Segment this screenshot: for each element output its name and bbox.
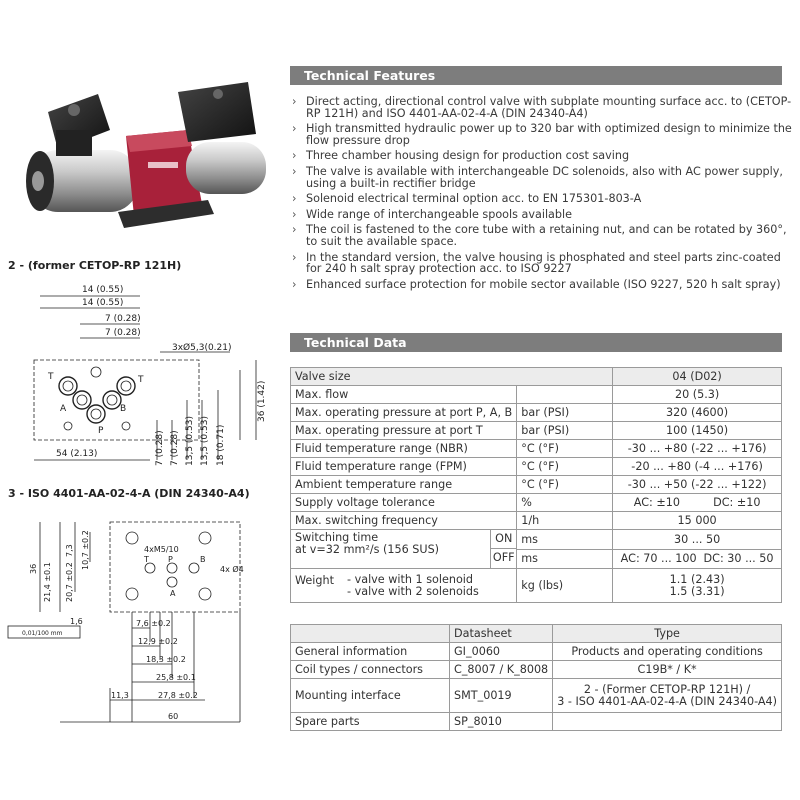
- table-row: Max. operating pressure at port T bar (PSI) 100 (1450): [291, 422, 782, 440]
- chevron-right-icon: ›: [292, 95, 297, 108]
- dim-m5: 4xM5/10: [144, 545, 179, 554]
- feature-item: › High transmitted hydraulic power up to 320 bar with optimized design to minimize the flow pressure drop: [292, 122, 792, 147]
- valve-product-photo: [18, 72, 278, 242]
- port-label-t: T: [144, 555, 149, 564]
- chevron-right-icon: ›: [292, 192, 297, 206]
- feature-item: › Enhanced surface protection for mobile sector available (ISO 9227, 520 h salt spray): [292, 277, 781, 291]
- drawing-caption-cetop: 2 - (former CETOP-RP 121H): [8, 259, 182, 272]
- col-type: Type: [553, 625, 782, 643]
- table-row: Fluid temperature range (FPM) °C (°F) -20 ... +80 (-4 ... +176): [291, 458, 782, 476]
- dim-25-8: 25,8 ±0.1: [156, 673, 196, 682]
- feature-item: › The coil is fastened to the core tube with a retaining nut, and can be rotated by 360°, to suit the available space.: [292, 223, 787, 248]
- port-label-p: P: [168, 555, 173, 564]
- table-row: Supply voltage tolerance % AC: ±10 DC: ±10: [291, 494, 782, 512]
- dim-7: 54 (2.13): [56, 449, 98, 459]
- port-label-a: A: [170, 589, 176, 598]
- chevron-right-icon: ›: [292, 122, 297, 136]
- table-row: Max. switching frequency 1/h 15 000: [291, 512, 782, 530]
- dim-7-3: 7,3: [65, 544, 74, 557]
- dim-9: 7 (0.28): [170, 430, 180, 466]
- dim-4: 7 (0.28): [105, 328, 141, 338]
- table-row: Fluid temperature range (NBR) °C (°F) -30 ... +80 (-22 ... +176): [291, 440, 782, 458]
- table-row: Ambient temperature range °C (°F) -30 ... +50 (-22 ... +122): [291, 476, 782, 494]
- chevron-right-icon: ›: [292, 149, 297, 163]
- dim-3: 7 (0.28): [105, 314, 141, 324]
- dim-18-3: 18,3 ±0.2: [146, 655, 186, 664]
- port-label-b: B: [200, 555, 206, 564]
- dim-60: 60: [168, 712, 179, 721]
- dim-20-7: 20,7 ±0.2: [65, 562, 74, 602]
- chevron-right-icon: ›: [292, 250, 297, 264]
- dim-1-6: 1,6: [70, 617, 83, 626]
- dim-27-8: 27,8 ±0.2: [158, 691, 198, 700]
- chevron-right-icon: ›: [292, 277, 297, 291]
- feature-item: › The valve is available with interchangeable DC solenoids, also with AC power supply, using a built-in rectifier bridge: [292, 164, 783, 190]
- chevron-right-icon: ›: [292, 223, 297, 237]
- table-row: Weight - valve with 1 solenoid - valve with 2 solenoids kg (lbs) 1.1 (2.43) 1.5 (3.31): [291, 569, 782, 603]
- table-row: Mounting interface SMT_0019 2 - (Former CETOP-RP 121H) / 3 - ISO 4401-AA-02-4-A (DIN 24340-A4): [291, 679, 782, 713]
- table-row: Spare parts SP_8010: [291, 713, 782, 731]
- dim-1: 14 (0.55): [82, 285, 124, 295]
- port-label-a: A: [60, 404, 67, 414]
- dim-d4: 4x Ø4: [220, 565, 244, 574]
- dim-36: 36: [29, 563, 38, 574]
- technical-data-header: Technical Data: [290, 333, 782, 352]
- dim-12: 18 (0.71): [216, 424, 226, 466]
- table-row: Coil types / connectors C_8007 / K_8008 C19B* / K*: [291, 661, 782, 679]
- features-list: [292, 96, 792, 294]
- chevron-right-icon: ›: [292, 207, 297, 221]
- iso-interface-drawing: [0, 502, 285, 734]
- dim-6: 36 (1.42): [257, 380, 267, 422]
- dim-21-4: 21,4 ±0.1: [43, 562, 52, 602]
- table-row: Max. flow 20 (5.3): [291, 386, 782, 404]
- flatness-tolerance: 0,01/100 mm: [22, 630, 63, 637]
- dim-12-9: 12,9 ±0.2: [138, 637, 178, 646]
- port-label-b: B: [120, 404, 127, 414]
- table-row: Max. operating pressure at port P, A, B bar (PSI) 320 (4600): [291, 404, 782, 422]
- table-row: General information GI_0060 Products and operating conditions: [291, 643, 782, 661]
- port-label-t-right: T: [138, 375, 144, 385]
- dim-2: 14 (0.55): [82, 298, 124, 308]
- dim-10-7: 10,7 ±0.2: [81, 530, 90, 570]
- dim-7-6: 7,6 ±0.2: [136, 619, 171, 628]
- dim-11-3: 11,3: [111, 691, 129, 700]
- dim-5: 3xØ5,3(0.21): [172, 343, 232, 353]
- cetop-interface-drawing: [20, 280, 280, 470]
- technical-data-table: [290, 367, 782, 603]
- table-row: [291, 368, 782, 386]
- drawing-caption-iso: 3 - ISO 4401-AA-02-4-A (DIN 24340-A4): [8, 487, 250, 500]
- dim-8: 7 (0.28): [155, 430, 165, 466]
- valve-size-label: Valve size: [291, 368, 613, 386]
- table-header-row: [291, 625, 782, 643]
- feature-item: › Wide range of interchangeable spools available: [292, 207, 572, 221]
- datasheet-reference-table: [290, 624, 782, 731]
- dim-10: 13,5 (0.53): [185, 416, 195, 466]
- port-label-t-left: T: [48, 372, 54, 382]
- feature-item: › In the standard version, the valve housing is phosphated and steel parts zinc-coated for 240 h salt spray protection acc. to ISO 9227: [292, 250, 781, 276]
- table-row: Switching time at v=32 mm²/s (156 SUS) ON OFF ms 30 ... 50: [291, 530, 782, 550]
- chevron-right-icon: ›: [292, 164, 297, 178]
- port-label-p: P: [98, 426, 104, 436]
- feature-item: › Solenoid electrical terminal option acc. to EN 175301-803-A: [292, 192, 642, 206]
- feature-item: › Direct acting, directional control valve with subplate mounting surface acc. to (CETOP-RP 121H) and ISO 4401-AA-02-4-A (DIN 24340-A4): [292, 95, 792, 120]
- dim-11: 13,5 (0.53): [200, 416, 210, 466]
- col-datasheet: Datasheet: [450, 625, 553, 643]
- valve-size-value: 04 (D02): [613, 368, 782, 386]
- technical-features-header: Technical Features: [290, 66, 782, 85]
- table-row: ms AC: 70 ... 100 DC: 30 ... 50: [291, 549, 782, 569]
- feature-item: › Three chamber housing design for production cost saving: [292, 149, 630, 163]
